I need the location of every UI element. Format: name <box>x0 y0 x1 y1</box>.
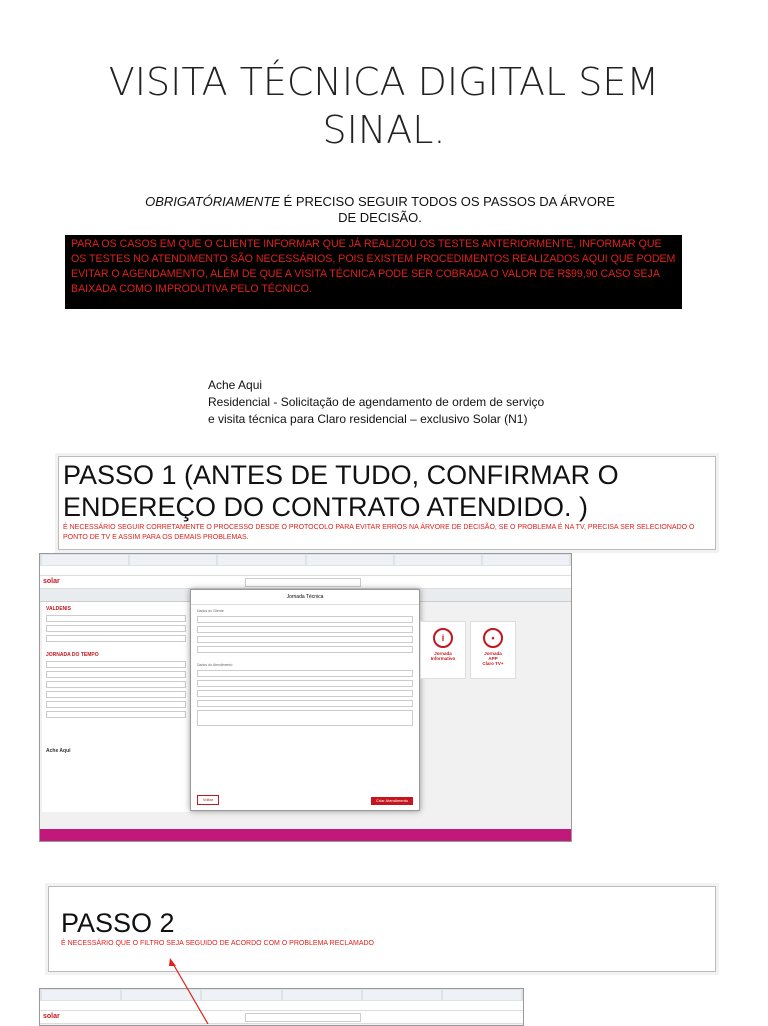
tile-jornada-app-claro-tv <box>470 621 516 679</box>
solar-logo: solar <box>43 578 60 585</box>
modal-create-button: Criar Atendimento <box>371 797 413 805</box>
browser-tab <box>395 555 481 565</box>
info-icon: i <box>433 628 453 648</box>
tile-label: Jornada APP Claro TV+ <box>482 651 504 666</box>
search-field <box>245 578 361 587</box>
browser-tab <box>483 555 569 565</box>
field <box>46 661 186 668</box>
modal-section-label: Dados do Atendimento <box>197 663 233 667</box>
jornada-tecnica-modal <box>190 589 420 811</box>
browser-tab <box>42 990 120 1000</box>
modal-field <box>197 646 413 653</box>
field <box>46 711 186 718</box>
modal-title: Jornada Técnica <box>191 590 419 605</box>
browser-tabs <box>40 989 523 1001</box>
warning-text: PARA OS CASOS EM QUE O CLIENTE INFORMAR QUE JÁ REALIZOU OS TESTES ANTERIORMENTE, INFORMAR QUE OS TESTES NO ATENDIMENTO SÃO NECESSÁRIOS, POIS EXISTEM PROCEDIMENTOS REALIZADOS AQUI QUE PODEM EVITAR O AGENDAMENTO, ALÉM DE QUE A VISITA TÉCNICA PODE SER COBRADA O VALOR DE R$99,90 CASO SEJA BAIXADA COMO IMPRODUTIVA PELO TÉCNICO. <box>71 238 676 295</box>
modal-field <box>197 616 413 623</box>
modal-field <box>197 690 413 697</box>
passo-1-title-line-1: PASSO 1 (ANTES DE TUDO, CONFIRMAR O <box>63 460 619 490</box>
modal-back-button: Voltar <box>197 795 219 805</box>
subtitle-line-2: DE DECISÃO. <box>338 210 422 225</box>
modal-textarea <box>197 710 413 726</box>
passo-2-note: É NECESSÁRIO QUE O FILTRO SEJA SEGUIDO DE ACORDO COM O PROBLEMA RECLAMADO <box>61 940 374 947</box>
browser-tab <box>443 990 521 1000</box>
passo-1-title-line-2: ENDEREÇO DO CONTRATO ATENDIDO. ) <box>63 492 589 522</box>
passo-1-note: É NECESSÁRIO SEGUIR CORRETAMENTE O PROCESSO DESDE O PROTOCOLO PARA EVITAR ERROS NA ÁRVORE DE DECISÃO, SE O PROBLEMA É NA TV, PRECISA SER SELECIONADO O PONTO DE TV E ASSIM PARA OS DEMAIS PROBLEMAS. <box>63 524 695 541</box>
customer-panel <box>42 602 190 812</box>
subtitle-emphasis: OBRIGATÓRIAMENTE <box>145 194 280 209</box>
tile-label: Jornada Informativo <box>430 651 456 661</box>
modal-field <box>197 700 413 707</box>
browser-tab <box>130 555 216 565</box>
url-bar <box>40 1001 523 1011</box>
field <box>46 681 186 688</box>
browser-tab <box>363 990 441 1000</box>
subtitle <box>80 194 680 226</box>
ache-aqui-line-1: Ache Aqui <box>208 378 263 392</box>
browser-tab <box>283 990 361 1000</box>
field <box>46 635 186 642</box>
browser-tab <box>218 555 304 565</box>
page-title-line-2: SINAL. <box>322 108 446 152</box>
section-label: JORNADA DO TEMPO <box>46 652 99 658</box>
modal-field <box>197 636 413 643</box>
passo-2-box <box>48 886 716 972</box>
screenshot-jornada-tecnica <box>39 553 572 842</box>
field <box>46 701 186 708</box>
customer-name: VALDENIS <box>46 606 71 612</box>
app-header <box>40 576 571 589</box>
browser-tab <box>42 555 128 565</box>
modal-field <box>197 670 413 677</box>
solar-logo: solar <box>43 1013 60 1020</box>
field <box>46 625 186 632</box>
browser-tab <box>122 990 200 1000</box>
warning-box <box>65 235 682 309</box>
windows-taskbar <box>40 829 571 841</box>
browser-tab <box>202 990 280 1000</box>
page-title <box>0 58 768 154</box>
signal-icon: • <box>483 628 503 648</box>
browser-tabs <box>40 554 571 566</box>
screenshot-passo-2 <box>39 988 524 1026</box>
modal-field <box>197 680 413 687</box>
modal-section-label: Dados do Cliente <box>197 609 224 613</box>
ache-aqui-reference <box>208 377 544 428</box>
search-field <box>245 1013 361 1022</box>
subtitle-line-1: É PRECISO SEGUIR TODOS OS PASSOS DA ÁRVORE <box>279 194 615 209</box>
browser-tab <box>307 555 393 565</box>
field <box>46 615 186 622</box>
page-title-line-1: VISITA TÉCNICA DIGITAL SEM <box>108 60 660 104</box>
url-bar <box>40 566 571 576</box>
app-header <box>40 1011 523 1024</box>
passo-1-box <box>58 456 716 550</box>
field <box>46 691 186 698</box>
modal-field <box>197 626 413 633</box>
ache-aqui-line-2: Residencial - Solicitação de agendamento de ordem de serviço <box>208 395 545 409</box>
passo-2-title: PASSO 2 <box>61 908 175 938</box>
field <box>46 671 186 678</box>
tile-jornada-informativo <box>420 621 466 679</box>
ache-aqui-line-3: e visita técnica para Claro residencial – exclusivo Solar (N1) <box>208 412 528 426</box>
ache-aqui-label: Ache Aqui <box>46 748 71 754</box>
